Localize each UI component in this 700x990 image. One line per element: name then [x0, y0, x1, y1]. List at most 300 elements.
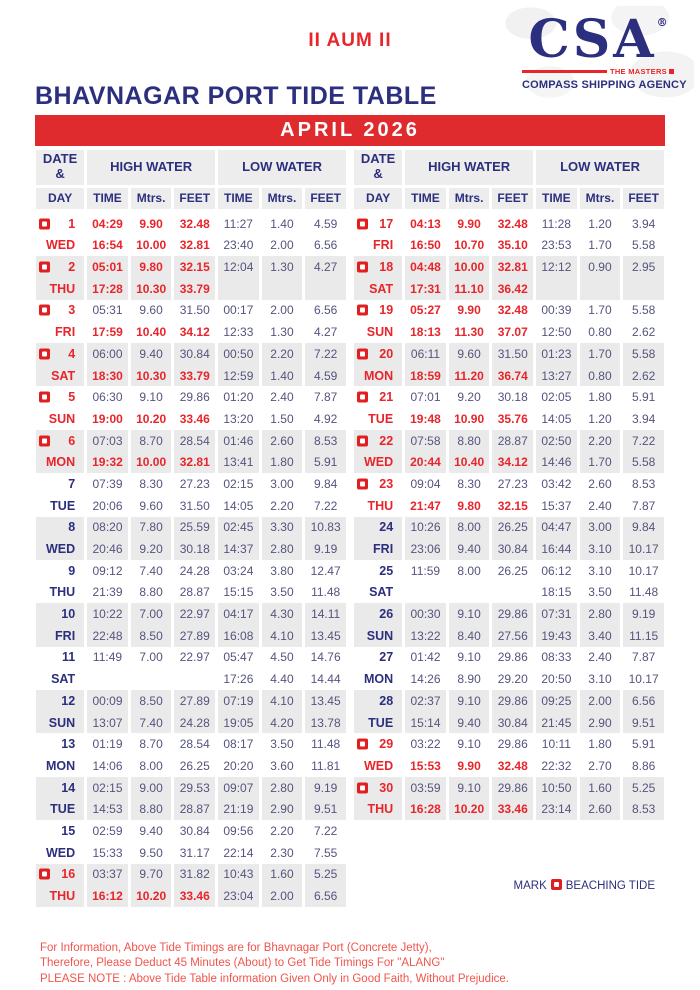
- footer-note-line: For Information, Above Tide Timings are for Bhavnagar Port (Concrete Jetty),: [40, 942, 432, 954]
- csa-logo: [522, 9, 687, 91]
- day-name-cell: TUE: [368, 411, 394, 426]
- tide-tables-container: [33, 150, 667, 907]
- lw-time-cell: 02:45: [218, 517, 259, 539]
- table-row: [36, 235, 346, 257]
- hw-mtrs-cell: 9.10: [449, 603, 490, 625]
- hw-feet-cell: 29.86: [492, 690, 533, 712]
- hw-feet-cell: 30.84: [179, 823, 210, 838]
- lw-time-cell: 05:47: [223, 650, 254, 665]
- hw-time-cell: 18:13: [410, 325, 441, 340]
- hw-feet-cell: 35.10: [497, 238, 528, 253]
- date-cell: [354, 690, 402, 712]
- lw-feet-cell: 5.58: [623, 451, 664, 473]
- day-name-cell: TUE: [36, 798, 84, 820]
- hw-time-cell: 04:48: [405, 256, 446, 278]
- lw-time-cell: 20:20: [223, 758, 254, 773]
- hw-time-cell: 09:12: [92, 563, 123, 578]
- hw-time-cell: 08:20: [87, 517, 128, 539]
- hw-feet-cell: 36.74: [492, 365, 533, 387]
- lw-feet-cell: 9.51: [305, 798, 346, 820]
- table-row: [36, 343, 346, 365]
- table-row: [36, 365, 346, 387]
- lw-feet-cell: 11.15: [623, 625, 664, 647]
- date-cell: [354, 473, 402, 495]
- lw-feet-cell: 8.53: [631, 476, 656, 491]
- lw-mtrs-header: Mtrs.: [262, 188, 303, 213]
- date-number: 24: [379, 520, 394, 535]
- table-row: [36, 213, 346, 235]
- table-row: [354, 365, 664, 387]
- lw-feet-header: FEET: [623, 188, 664, 213]
- hw-feet-cell: 30.18: [497, 390, 528, 405]
- date-header-word: DATE: [42, 151, 78, 166]
- hw-feet-cell: 26.25: [497, 563, 528, 578]
- hw-mtrs-cell: 10.90: [454, 411, 485, 426]
- lw-mtrs-cell: 3.00: [270, 476, 294, 491]
- hw-mtrs-cell: 9.80: [457, 498, 481, 513]
- lw-feet-cell: 13.45: [305, 625, 346, 647]
- table-row: [36, 495, 346, 517]
- lw-time-cell: 21:45: [536, 712, 577, 734]
- table-row: [36, 625, 346, 647]
- table-row: [354, 625, 664, 647]
- lw-mtrs-cell: 3.10: [588, 672, 612, 687]
- hw-feet-cell: 32.81: [179, 238, 210, 253]
- lw-time-cell: 23:40: [223, 238, 254, 253]
- hw-time-cell: 14:53: [87, 798, 128, 820]
- table-row: [36, 538, 346, 560]
- csa-logo-company: COMPASS SHIPPING AGENCY: [522, 78, 687, 91]
- date-header-word: DATE: [360, 151, 396, 166]
- hw-mtrs-cell: 10.40: [136, 325, 167, 340]
- date-cell: [354, 213, 402, 235]
- lw-time-cell: 23:04: [218, 885, 259, 907]
- hw-feet-cell: 27.89: [174, 625, 215, 647]
- beaching-tide-icon: [39, 262, 50, 273]
- lw-feet-cell: 11.48: [311, 585, 341, 600]
- hw-time-cell: 03:22: [410, 737, 441, 752]
- hw-time-cell: 06:30: [92, 390, 123, 405]
- hw-mtrs-cell: 10.30: [131, 278, 172, 300]
- hw-feet-cell: 28.54: [179, 737, 210, 752]
- hw-mtrs-cell: 9.10: [457, 650, 481, 665]
- date-number: 28: [379, 693, 394, 708]
- hw-time-cell: 16:54: [92, 238, 123, 253]
- lw-feet-cell: 7.87: [631, 650, 656, 665]
- lw-time-cell: 12:12: [536, 256, 577, 278]
- hw-feet-cell: 32.48: [497, 303, 528, 318]
- hw-time-cell: 06:11: [405, 343, 446, 365]
- hw-feet-cell: 29.86: [497, 650, 528, 665]
- day-name-cell: FRI: [373, 238, 394, 253]
- lw-mtrs-cell: 2.60: [588, 476, 612, 491]
- day-header: DAY: [354, 188, 402, 213]
- table-row: [354, 777, 664, 799]
- lw-feet-cell: 10.17: [623, 538, 664, 560]
- lw-mtrs-cell: 2.00: [580, 690, 621, 712]
- lw-feet-cell: 7.87: [313, 390, 338, 405]
- beaching-tide-icon: [357, 305, 368, 316]
- lw-feet-cell: 12.47: [310, 563, 341, 578]
- date-header-amp: &: [55, 165, 65, 181]
- hw-mtrs-header: Mtrs.: [449, 188, 490, 213]
- lw-mtrs-cell: 2.20: [270, 498, 294, 513]
- table-row: [354, 517, 664, 539]
- hw-feet-cell: 30.18: [174, 538, 215, 560]
- high-water-header: HIGH WATER: [87, 150, 215, 188]
- lw-time-cell: 18:15: [541, 585, 572, 600]
- lw-mtrs-cell: 2.60: [262, 430, 303, 452]
- table-row: [36, 647, 346, 669]
- hw-mtrs-cell: 11.10: [449, 278, 490, 300]
- table-row: [354, 278, 664, 300]
- hw-time-cell: 07:03: [87, 430, 128, 452]
- hw-time-cell: 13:22: [405, 625, 446, 647]
- hw-mtrs-cell: 8.90: [457, 672, 481, 687]
- lw-mtrs-cell: 3.60: [270, 758, 294, 773]
- date-cell: [36, 690, 84, 712]
- hw-time-cell: 00:30: [405, 603, 446, 625]
- hw-feet-cell: 32.81: [174, 451, 215, 473]
- lw-feet-cell: 8.86: [631, 758, 656, 773]
- footer-note-line: Therefore, Please Deduct 45 Minutes (About) to Get Tide Timings For "ALANG": [40, 957, 445, 970]
- lw-mtrs-cell: 1.70: [588, 303, 612, 318]
- date-number: 20: [379, 346, 394, 361]
- lw-mtrs-cell: 2.90: [262, 798, 303, 820]
- lw-feet-cell: 7.22: [313, 498, 338, 513]
- hw-feet-cell: 32.15: [497, 498, 528, 513]
- day-name-cell: MON: [36, 451, 84, 473]
- hw-feet-cell: 32.81: [492, 256, 533, 278]
- date-number: 19: [379, 303, 394, 318]
- beaching-tide-icon: [357, 392, 368, 403]
- date-cell: [354, 430, 402, 452]
- hw-feet-cell: 28.87: [174, 798, 215, 820]
- hw-feet-cell: 27.23: [497, 476, 528, 491]
- lw-feet-cell: 7.22: [313, 823, 338, 838]
- date-cell: [36, 473, 84, 495]
- lw-time-cell: 23:14: [536, 798, 577, 820]
- date-cell: [354, 560, 402, 582]
- lw-time-cell: 01:46: [218, 430, 259, 452]
- lw-feet-cell: 10.17: [628, 563, 659, 578]
- hw-feet-cell: 30.84: [174, 343, 215, 365]
- hw-time-cell: 03:37: [87, 864, 128, 886]
- hw-time-cell: 16:12: [87, 885, 128, 907]
- lw-feet-cell: 6.56: [313, 303, 338, 318]
- hw-mtrs-cell: [449, 582, 490, 604]
- lw-feet-cell: 3.94: [631, 411, 656, 426]
- hw-time-cell: 21:47: [410, 498, 441, 513]
- table-row: [354, 495, 664, 517]
- hw-mtrs-cell: 8.40: [449, 625, 490, 647]
- lw-feet-cell: 5.58: [631, 238, 656, 253]
- lw-mtrs-cell: 1.30: [270, 325, 294, 340]
- high-water-header: HIGH WATER: [405, 150, 533, 188]
- day-name-cell: THU: [354, 798, 402, 820]
- table-row: [354, 451, 664, 473]
- date-number: 30: [379, 780, 394, 795]
- day-header: DAY: [36, 188, 84, 213]
- day-name-cell: FRI: [354, 538, 402, 560]
- date-number: 4: [68, 346, 76, 361]
- hw-feet-cell: 31.82: [174, 864, 215, 886]
- table-row: [36, 386, 346, 408]
- beaching-tide-icon: [39, 218, 50, 229]
- hw-time-cell: 02:37: [405, 690, 446, 712]
- day-name-cell: FRI: [55, 325, 76, 340]
- table-row: [354, 235, 664, 257]
- page-title: BHAVNAGAR PORT TIDE TABLE: [35, 82, 437, 110]
- lw-mtrs-cell: 2.60: [580, 798, 621, 820]
- hw-mtrs-cell: 10.00: [131, 451, 172, 473]
- date-cell: [354, 300, 402, 322]
- lw-mtrs-cell: 2.80: [580, 603, 621, 625]
- table-row: [36, 603, 346, 625]
- hw-mtrs-cell: 9.20: [131, 538, 172, 560]
- hw-mtrs-cell: 7.40: [131, 712, 172, 734]
- lw-feet-cell: 4.92: [313, 411, 338, 426]
- lw-mtrs-cell: 2.00: [270, 303, 294, 318]
- hw-feet-cell: 33.46: [174, 885, 215, 907]
- day-name-cell: SUN: [354, 625, 402, 647]
- hw-time-cell: 09:04: [410, 476, 441, 491]
- hw-mtrs-cell: 9.90: [139, 216, 163, 231]
- date-number: 13: [61, 737, 76, 752]
- day-name-cell: TUE: [354, 712, 402, 734]
- hw-mtrs-cell: [131, 668, 172, 690]
- date-number: 7: [68, 476, 76, 491]
- hw-time-cell: 15:33: [92, 845, 123, 860]
- table-row: [354, 408, 664, 430]
- hw-mtrs-cell: 10.00: [136, 238, 167, 253]
- date-cell: [354, 343, 402, 365]
- date-cell: [36, 560, 84, 582]
- lw-time-cell: 17:26: [223, 672, 254, 687]
- csa-logo-tagline: THE MASTERS: [610, 67, 674, 76]
- lw-feet-cell: 13.45: [305, 690, 346, 712]
- lw-feet-cell: 9.84: [313, 476, 338, 491]
- hw-feet-cell: 29.86: [497, 737, 528, 752]
- hw-feet-cell: 34.12: [179, 325, 210, 340]
- date-number: 12: [61, 693, 76, 708]
- table-row: [36, 755, 346, 777]
- hw-time-cell: 07:01: [410, 390, 441, 405]
- beaching-tide-icon: [357, 348, 368, 359]
- beaching-tide-icon: [357, 739, 368, 750]
- hw-mtrs-cell: 10.20: [136, 411, 167, 426]
- date-number: 17: [379, 216, 394, 231]
- lw-mtrs-cell: 2.00: [270, 238, 294, 253]
- hw-time-cell: 11:49: [92, 650, 123, 665]
- lw-time-cell: 14:05: [541, 411, 572, 426]
- hw-time-cell: 05:27: [410, 303, 441, 318]
- hw-time-header: TIME: [87, 188, 128, 213]
- hw-mtrs-cell: 7.00: [131, 603, 172, 625]
- footer-notes: [40, 941, 509, 987]
- lw-time-cell: 22:32: [541, 758, 572, 773]
- date-header-amp: &: [373, 165, 383, 181]
- lw-mtrs-cell: 1.80: [262, 451, 303, 473]
- date-number: 26: [379, 607, 394, 622]
- date-number: 6: [68, 433, 76, 448]
- hw-feet-cell: 26.25: [179, 758, 210, 773]
- beaching-tide-icon: [39, 392, 50, 403]
- hw-feet-cell: 34.12: [492, 451, 533, 473]
- hw-mtrs-cell: 10.70: [454, 238, 485, 253]
- hw-feet-cell: 26.25: [492, 517, 533, 539]
- lw-mtrs-cell: 3.50: [270, 585, 294, 600]
- lw-feet-cell: 5.58: [623, 343, 664, 365]
- hw-time-cell: 01:42: [410, 650, 441, 665]
- table-row: [36, 408, 346, 430]
- lw-feet-cell: [623, 278, 664, 300]
- date-cell: [36, 430, 84, 452]
- hw-time-cell: 16:28: [405, 798, 446, 820]
- lw-feet-cell: 11.48: [629, 585, 659, 600]
- lw-time-cell: 13:20: [223, 411, 254, 426]
- beaching-tide-icon: [39, 435, 50, 446]
- lw-feet-cell: 5.91: [631, 737, 656, 752]
- lw-feet-cell: 9.19: [623, 603, 664, 625]
- table-row: [354, 213, 664, 235]
- hw-feet-cell: [492, 582, 533, 604]
- lw-mtrs-cell: [262, 278, 303, 300]
- date-cell: [36, 343, 84, 365]
- date-number: 9: [68, 563, 76, 578]
- table-row: [36, 451, 346, 473]
- red-rule-line: [522, 70, 607, 73]
- beaching-tide-icon: [357, 478, 368, 489]
- table-row: [36, 560, 346, 582]
- hw-mtrs-cell: 8.00: [457, 563, 481, 578]
- table-row: [36, 278, 346, 300]
- lw-feet-cell: 5.25: [305, 864, 346, 886]
- hw-mtrs-cell: 9.40: [131, 343, 172, 365]
- hw-mtrs-cell: 9.00: [131, 777, 172, 799]
- table-row: [36, 430, 346, 452]
- hw-mtrs-cell: 11.30: [454, 325, 484, 340]
- hw-mtrs-cell: 9.40: [449, 712, 490, 734]
- hw-time-cell: 15:53: [410, 758, 441, 773]
- lw-feet-cell: 14.44: [310, 672, 341, 687]
- invocation-text: II AUM II: [308, 30, 392, 51]
- low-water-header: LOW WATER: [536, 150, 664, 188]
- hw-feet-cell: 24.28: [179, 563, 210, 578]
- hw-mtrs-cell: 8.00: [449, 517, 490, 539]
- hw-time-cell: 02:59: [92, 823, 123, 838]
- lw-time-header: TIME: [218, 188, 259, 213]
- hw-time-cell: 05:31: [92, 303, 123, 318]
- lw-feet-cell: 9.84: [623, 517, 664, 539]
- date-number: 18: [379, 260, 394, 275]
- lw-mtrs-cell: 2.20: [580, 430, 621, 452]
- date-number: 15: [61, 823, 76, 838]
- hw-feet-cell: 33.46: [179, 411, 210, 426]
- day-name-cell: THU: [36, 885, 84, 907]
- lw-time-header: TIME: [536, 188, 577, 213]
- hw-time-cell: 17:59: [92, 325, 123, 340]
- lw-mtrs-cell: 1.70: [588, 238, 612, 253]
- hw-feet-cell: 29.86: [492, 777, 533, 799]
- lw-feet-cell: 7.87: [631, 498, 656, 513]
- lw-mtrs-cell: 1.20: [588, 411, 612, 426]
- lw-mtrs-cell: 1.50: [270, 411, 294, 426]
- date-cell: [36, 386, 84, 408]
- hw-mtrs-cell: 10.30: [131, 365, 172, 387]
- lw-time-cell: 03:24: [223, 563, 254, 578]
- hw-time-cell: 14:26: [410, 672, 441, 687]
- table-row: [36, 517, 346, 539]
- lw-time-cell: 10:11: [541, 737, 571, 752]
- table-row: [354, 430, 664, 452]
- date-cell: [36, 820, 84, 842]
- lw-feet-cell: 8.53: [623, 798, 664, 820]
- day-name-cell: MON: [46, 758, 76, 773]
- hw-time-cell: 07:39: [92, 476, 123, 491]
- hw-feet-cell: 33.79: [174, 365, 215, 387]
- lw-time-cell: 02:05: [541, 390, 572, 405]
- hw-feet-cell: 32.15: [174, 256, 215, 278]
- lw-mtrs-cell: 1.80: [588, 737, 612, 752]
- lw-time-cell: 14:05: [223, 498, 254, 513]
- lw-feet-cell: 9.19: [305, 777, 346, 799]
- lw-mtrs-cell: 3.10: [588, 563, 612, 578]
- table-row: [36, 300, 346, 322]
- tide-table-right: [351, 150, 667, 820]
- hw-time-cell: 17:28: [87, 278, 128, 300]
- table-row: [36, 256, 346, 278]
- day-name-cell: SAT: [354, 278, 402, 300]
- hw-time-cell: 06:00: [87, 343, 128, 365]
- hw-feet-cell: 30.84: [492, 712, 533, 734]
- lw-mtrs-cell: 4.10: [262, 625, 303, 647]
- lw-mtrs-cell: 2.90: [580, 712, 621, 734]
- hw-mtrs-header: Mtrs.: [131, 188, 172, 213]
- lw-mtrs-cell: 4.30: [262, 603, 303, 625]
- lw-feet-cell: 2.95: [623, 256, 664, 278]
- hw-time-cell: 02:15: [87, 777, 128, 799]
- hw-time-cell: 14:06: [92, 758, 123, 773]
- hw-feet-cell: 25.59: [174, 517, 215, 539]
- lw-time-cell: 14:46: [536, 451, 577, 473]
- lw-mtrs-header: Mtrs.: [580, 188, 621, 213]
- date-number: 3: [68, 303, 76, 318]
- lw-mtrs-cell: 1.60: [262, 864, 303, 886]
- day-name-cell: WED: [46, 238, 76, 253]
- hw-time-cell: 05:01: [87, 256, 128, 278]
- hw-feet-cell: 27.23: [179, 476, 210, 491]
- lw-feet-cell: 6.56: [313, 238, 338, 253]
- hw-feet-cell: 32.48: [179, 216, 210, 231]
- hw-feet-cell: 29.86: [179, 390, 210, 405]
- hw-feet-cell: 31.50: [492, 343, 533, 365]
- lw-time-cell: 15:15: [223, 585, 254, 600]
- lw-mtrs-cell: 2.70: [588, 758, 612, 773]
- hw-feet-cell: 28.87: [179, 585, 210, 600]
- date-cell: [36, 647, 84, 669]
- day-name-cell: SAT: [369, 585, 394, 600]
- hw-feet-cell: 35.76: [497, 411, 528, 426]
- date-number: 27: [379, 650, 394, 665]
- hw-feet-cell: 30.84: [492, 538, 533, 560]
- hw-feet-cell: 31.50: [179, 498, 210, 513]
- date-cell: [354, 733, 402, 755]
- lw-mtrs-cell: [580, 278, 621, 300]
- lw-mtrs-cell: 2.30: [270, 845, 294, 860]
- lw-mtrs-cell: 1.60: [580, 777, 621, 799]
- lw-mtrs-cell: 4.10: [262, 690, 303, 712]
